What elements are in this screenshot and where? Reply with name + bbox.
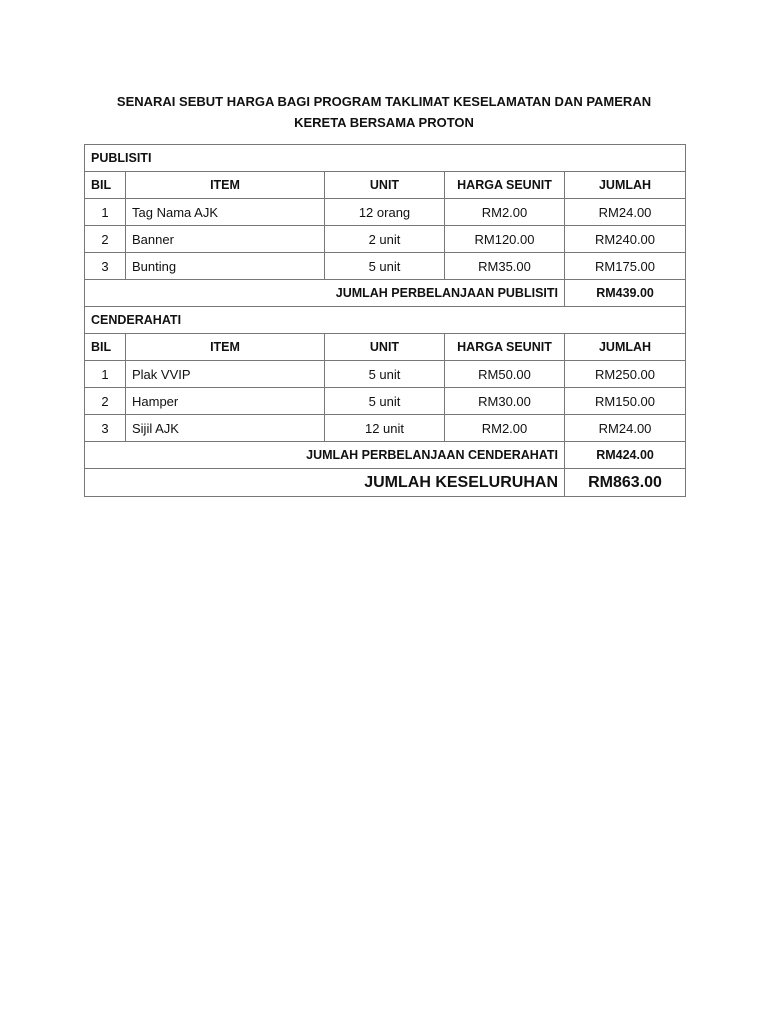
table-row	[85, 253, 686, 280]
cell-item: Bunting	[126, 253, 325, 280]
section-title-cenderahati: CENDERAHATI	[85, 307, 686, 334]
section-title-publisiti: PUBLISITI	[85, 145, 686, 172]
document-title-line-1: SENARAI SEBUT HARGA BAGI PROGRAM TAKLIMAT KESELAMATAN DAN PAMERAN	[116, 94, 652, 109]
cell-item: Sijil AJK	[126, 415, 325, 442]
column-header-harga-seunit: HARGA SEUNIT	[445, 334, 565, 361]
cell-bil: 3	[85, 415, 126, 442]
cell-unit: 12 unit	[325, 415, 445, 442]
cell-jumlah: RM150.00	[565, 388, 686, 415]
cell-harga-seunit: RM50.00	[445, 361, 565, 388]
cell-item: Tag Nama AJK	[126, 199, 325, 226]
cell-item: Banner	[126, 226, 325, 253]
cell-bil: 2	[85, 226, 126, 253]
column-header-unit: UNIT	[325, 172, 445, 199]
cell-bil: 1	[85, 199, 126, 226]
cell-jumlah: RM24.00	[565, 415, 686, 442]
subtotal-value-publisiti: RM439.00	[565, 280, 686, 307]
table-row	[85, 388, 686, 415]
cell-unit: 12 orang	[325, 199, 445, 226]
column-header-harga-seunit: HARGA SEUNIT	[445, 172, 565, 199]
cell-unit: 5 unit	[325, 388, 445, 415]
cell-item: Plak VVIP	[126, 361, 325, 388]
subtotal-row-publisiti	[85, 280, 686, 307]
subtotal-label-publisiti: JUMLAH PERBELANJAAN PUBLISITI	[85, 280, 565, 307]
cell-harga-seunit: RM30.00	[445, 388, 565, 415]
cell-bil: 1	[85, 361, 126, 388]
cell-harga-seunit: RM120.00	[445, 226, 565, 253]
column-header-bil: BIL	[85, 172, 126, 199]
cell-bil: 3	[85, 253, 126, 280]
cell-unit: 2 unit	[325, 226, 445, 253]
cell-bil: 2	[85, 388, 126, 415]
section-header-row	[85, 145, 686, 172]
table-row	[85, 226, 686, 253]
subtotal-row-cenderahati	[85, 442, 686, 469]
subtotal-value-cenderahati: RM424.00	[565, 442, 686, 469]
column-header-jumlah: JUMLAH	[565, 172, 686, 199]
column-header-item: ITEM	[126, 334, 325, 361]
cell-unit: 5 unit	[325, 253, 445, 280]
table-row	[85, 361, 686, 388]
grand-total-value: RM863.00	[565, 469, 686, 497]
column-header-unit: UNIT	[325, 334, 445, 361]
cell-jumlah: RM175.00	[565, 253, 686, 280]
cell-jumlah: RM250.00	[565, 361, 686, 388]
column-header-jumlah: JUMLAH	[565, 334, 686, 361]
column-header-item: ITEM	[126, 172, 325, 199]
document-title	[84, 91, 684, 133]
grand-total-label: JUMLAH KESELURUHAN	[85, 469, 565, 497]
cell-item: Hamper	[126, 388, 325, 415]
grand-total-row	[85, 469, 686, 497]
column-header-row	[85, 334, 686, 361]
cell-harga-seunit: RM2.00	[445, 415, 565, 442]
cell-unit: 5 unit	[325, 361, 445, 388]
document-title-line-2: KERETA BERSAMA PROTON	[294, 115, 474, 130]
table-row	[85, 199, 686, 226]
cell-jumlah: RM240.00	[565, 226, 686, 253]
section-header-row	[85, 307, 686, 334]
column-header-bil: BIL	[85, 334, 126, 361]
cell-harga-seunit: RM2.00	[445, 199, 565, 226]
column-header-row	[85, 172, 686, 199]
cell-harga-seunit: RM35.00	[445, 253, 565, 280]
subtotal-label-cenderahati: JUMLAH PERBELANJAAN CENDERAHATI	[85, 442, 565, 469]
cell-jumlah: RM24.00	[565, 199, 686, 226]
table-row	[85, 415, 686, 442]
quotation-table	[84, 144, 686, 497]
